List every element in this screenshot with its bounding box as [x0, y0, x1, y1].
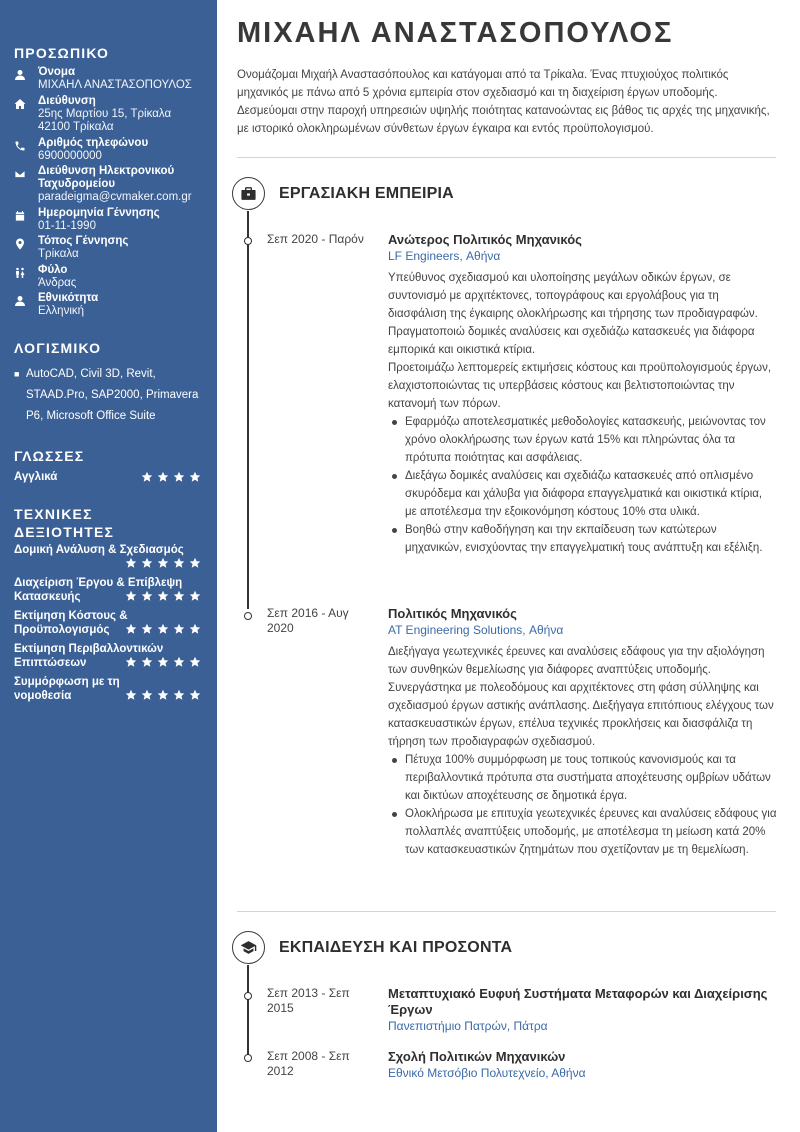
personal-item-label: Όνομα: [38, 66, 76, 78]
star-icon: [173, 471, 185, 483]
star-icon: [141, 590, 153, 602]
skills-title-line: ΔΕΞΙΟΤΗΤΕΣ: [14, 523, 115, 540]
personal-item-email: [14, 165, 203, 205]
star-icon: [157, 557, 169, 569]
home-icon: [14, 95, 38, 135]
entry-date: Σεπ 2016 - Αυγ 2020: [267, 606, 349, 635]
skill-name: Συμμόρφωση με τη νομοθεσία: [14, 675, 120, 702]
section-title: ΕΡΓΑΣΙΑΚΗ ΕΜΠΕΙΡΙΑ: [279, 184, 454, 202]
school-name: Πανεπιστήμιο Πατρών, Πάτρα: [388, 1019, 548, 1033]
job-title: Ανώτερος Πολιτικός Μηχανικός: [388, 232, 582, 247]
sidebar: [0, 0, 217, 1132]
skill-item: [14, 642, 203, 675]
graduation-cap-icon: [232, 931, 265, 964]
personal-item-label: Φύλο: [38, 263, 68, 276]
timeline-line: [247, 211, 249, 609]
person-icon: [14, 66, 38, 93]
entry-date: Σεπ 2008 - Σεπ 2012: [267, 1049, 350, 1078]
description-paragraph: Διεξήγαγα γεωτεχνικές έρευνες και αναλύσεις εδάφους για την αξιολόγηση των συνθηκών θεμελίωσης για διάφορες αναπτύξεις υποδομής.: [388, 646, 765, 676]
personal-info-list: [14, 66, 203, 319]
star-icon: [125, 689, 137, 701]
personal-item-label: Ημερομηνία Γέννησης: [38, 206, 160, 219]
skills-list: [14, 543, 203, 708]
skill-item: [14, 543, 203, 576]
star-icon: [141, 623, 153, 635]
timeline-dot: [244, 992, 252, 1000]
personal-item-value: Άνδρας: [38, 276, 77, 289]
language-rating: [141, 471, 201, 483]
skill-rating: [125, 689, 201, 701]
achievement-list: [388, 751, 777, 859]
star-icon: [141, 689, 153, 701]
personal-item-value: 6900000000: [38, 149, 102, 162]
entry-date: Σεπ 2013 - Σεπ 2015: [267, 986, 350, 1015]
software-text: AutoCAD, Civil 3D, Revit,: [26, 367, 156, 380]
divider: [237, 911, 776, 912]
education-section-header: [232, 931, 512, 964]
software-text: P6, Microsoft Office Suite: [26, 409, 156, 422]
personal-item-value: 01-11-1990: [38, 219, 96, 232]
star-icon: [189, 623, 201, 635]
phone-icon: [14, 137, 38, 164]
timeline-line: [247, 965, 249, 1061]
profile-summary: Ονομάζομαι Μιχαήλ Αναστασόπουλος και κατάγομαι από τα Τρίκαλα. Ένας πτυχιούχος πολιτικός μηχανικός με πάνω από 5 χρόνια εμπειρία στον σχεδιασμό και τη διαχείριση έργων υποδομής. Δεσμεύομαι στην παροχή υπηρεσιών υψηλής ποιότητας κατανοώντας εις βάθος τις αρχές της μηχανικής, με ιστορικό ολοκληρωμένων σύνθετων έργων έγκαιρα και εντός προϋπολογισμού.: [237, 69, 770, 135]
star-icon: [157, 623, 169, 635]
list-item: [14, 385, 203, 406]
company-name: AT Engineering Solutions, Αθήνα: [388, 623, 564, 637]
star-icon: [125, 557, 137, 569]
degree-title: Σχολή Πολιτικών Μηχανικών: [388, 1049, 566, 1064]
star-icon: [141, 471, 153, 483]
star-icon: [189, 689, 201, 701]
personal-item-gender: [14, 264, 203, 291]
personal-item-name: [14, 66, 203, 93]
skill-rating: [125, 656, 201, 668]
achievement-list: [388, 413, 777, 557]
briefcase-icon: [232, 177, 265, 210]
star-icon: [157, 656, 169, 668]
skill-rating: [125, 590, 201, 602]
star-icon: [173, 656, 185, 668]
skill-name: Εκτίμηση Κόστους & Προϋπολογισμός: [14, 609, 128, 636]
skill-item: [14, 576, 203, 609]
personal-item-nationality: [14, 292, 203, 319]
personal-item-label: Αριθμός τηλεφώνου: [38, 136, 149, 149]
list-item: Πέτυχα 100% συμμόρφωση με τους τοπικούς κανονισμούς και τα περιβαλλοντικά πρότυπα στα συστήματα αποχέτευσης ομβρίων υδάτων και δικτύων αποχέτευσης σε δημοτικά έργα.: [388, 751, 777, 805]
star-icon: [157, 689, 169, 701]
list-item: [14, 364, 203, 385]
star-icon: [125, 656, 137, 668]
skills-section-title: [14, 505, 203, 541]
software-list: [14, 364, 203, 427]
star-icon: [189, 471, 201, 483]
skill-item: [14, 609, 203, 642]
degree-title: Μεταπτυχιακό Ευφυή Συστήματα Μεταφορών και Διαχείρισης Έργων: [388, 986, 768, 1017]
personal-item-label: Τόπος Γέννησης: [38, 235, 129, 247]
divider: [237, 157, 776, 158]
calendar-icon: [14, 207, 38, 234]
entry-date: Σεπ 2020 - Παρόν: [267, 232, 364, 246]
personal-item-value: ΜΙΧΑΗΛ ΑΝΑΣΤΑΣΟΠΟΥΛΟΣ: [38, 79, 192, 91]
personal-item-value: paradeigma@cvmaker.com.gr: [38, 191, 192, 203]
description-paragraph: Προετοιμάζω λεπτομερείς εκτιμήσεις κόστους και προϋπολογισμούς έργων, ελαχιστοποιώντας τις υπερβάσεις κόστους και βελτιστοποιώντας την κατανομή των πόρων.: [388, 362, 772, 410]
personal-item-value: 42100 Τρίκαλα: [38, 121, 114, 133]
job-description: [388, 269, 777, 557]
personal-item-phone: [14, 137, 203, 164]
list-item: [14, 406, 203, 427]
star-icon: [173, 689, 185, 701]
personal-item-label: Διεύθυνση: [38, 94, 96, 107]
timeline-dot: [244, 237, 252, 245]
skill-name: Δομική Ανάλυση & Σχεδιασμός: [14, 543, 184, 556]
language-row: [14, 471, 203, 483]
skill-name: Διαχείριση Έργου & Επίβλεψη Κατασκευής: [14, 576, 183, 603]
person-icon: [14, 292, 38, 319]
job-description: [388, 643, 777, 859]
star-icon: [189, 590, 201, 602]
software-text: STAAD.Pro, SAP2000, Primavera: [26, 388, 199, 401]
star-icon: [157, 590, 169, 602]
personal-item-value: Ελληνική: [38, 305, 85, 317]
square-bullet-icon: ■: [14, 368, 20, 379]
personal-item-label: Διεύθυνση Ηλεκτρονικού Ταχυδρομείου: [38, 165, 175, 190]
personal-item-value: 25ης Μαρτίου 15, Τρίκαλα: [38, 107, 172, 120]
experience-section-header: [232, 177, 454, 210]
list-item: Διεξάγω δομικές αναλύσεις και σχεδιάζω κατασκευές από οπλισμένο σκυρόδεμα και χάλυβα για διάφορα επαγγελματικά και οικιστικά κτίρια, με αποτέλεσμα την εξοικονόμηση κόστους 10% στα υλικά.: [388, 467, 777, 521]
description-paragraph: Συνεργάστηκα με πολεοδόμους και αρχιτέκτονες στη φάση σύλληψης και σχεδιασμού έργων αστικής ανάπλασης. Διεξήγαγα επιτόπιους ελέγχους των κατασκευαστικών έργων, επέλυα τεχνικές προκλήσεις και διασφάλιζα τη τήρηση των προδιαγραφών σχεδιασμού.: [388, 682, 774, 748]
skill-name: Εκτίμηση Περιβαλλοντικών Επιπτώσεων: [14, 642, 164, 669]
star-icon: [189, 656, 201, 668]
personal-item-value: Τρίκαλα: [38, 248, 79, 260]
list-item: Εφαρμόζω αποτελεσματικές μεθοδολογίες κατασκευής, μειώνοντας τον χρόνο ολοκλήρωσης των έργων κατά 15% και πληρώντας όλα τα πρότυπα ποιότητας και ασφάλειας.: [388, 413, 777, 467]
location-pin-icon: [14, 235, 38, 262]
company-name: LF Engineers, Αθήνα: [388, 249, 501, 263]
star-icon: [173, 590, 185, 602]
personal-section-title: ΠΡΟΣΩΠΙΚΟ: [14, 45, 110, 61]
list-item: Βοηθώ στην καθοδήγηση και την εκπαίδευση των κατώτερων μηχανικών, ενισχύοντας την επαγγελματική τους ανάπτυξη και εξέλιξη.: [388, 521, 777, 557]
star-icon: [125, 590, 137, 602]
gender-icon: [14, 264, 38, 291]
star-icon: [189, 557, 201, 569]
section-title: ΕΚΠΑΙΔΕΥΣΗ ΚΑΙ ΠΡΟΣΟΝΤΑ: [279, 938, 513, 956]
description-paragraph: Υπεύθυνος σχεδιασμού και υλοποίησης μεγάλων οδικών έργων, σε συντονισμό με αρχιτέκτονες, τοπογράφους και εργολάβους για τη διασφάλιση της έγκαιρης ολοκλήρωσης και τήρησης των προδιαγραφών.: [388, 272, 758, 320]
skill-rating: [125, 557, 201, 569]
personal-item-birthdate: [14, 207, 203, 234]
star-icon: [125, 623, 137, 635]
list-item: Ολοκλήρωσα με επιτυχία γεωτεχνικές έρευνες και αναλύσεις εδάφους για πολλαπλές αναπτύξεις υποδομής, με αποτέλεσμα τη μείωση κατά 20% των κατασκευαστικών ζητημάτων που σχετίζονταν με τη θεμελίωση.: [388, 805, 777, 859]
skill-rating: [125, 623, 201, 635]
school-name: Εθνικό Μετσόβιο Πολυτεχνείο, Αθήνα: [388, 1066, 586, 1080]
skills-title-line: ΤΕΧΝΙΚΕΣ: [14, 505, 93, 522]
personal-item-birthplace: [14, 235, 203, 262]
personal-item-label: Εθνικότητα: [38, 292, 99, 304]
skill-item: [14, 675, 203, 708]
timeline-dot: [244, 1054, 252, 1062]
envelope-icon: [14, 165, 38, 205]
star-icon: [141, 656, 153, 668]
page-title: ΜΙΧΑΗΛ ΑΝΑΣΤΑΣΟΠΟΥΛΟΣ: [237, 17, 674, 49]
timeline-dot: [244, 612, 252, 620]
description-paragraph: Πραγματοποιώ δομικές αναλύσεις και σχεδιάζω κατασκευές για διάφορα εμπορικά και οικιστικά κτίρια.: [388, 326, 755, 356]
star-icon: [141, 557, 153, 569]
software-section-title: ΛΟΓΙΣΜΙΚΟ: [14, 339, 102, 356]
languages-section-title: ΓΛΩΣΣΕΣ: [14, 447, 85, 464]
job-title: Πολιτικός Μηχανικός: [388, 606, 517, 621]
language-name: Αγγλικά: [14, 470, 58, 483]
star-icon: [157, 471, 169, 483]
star-icon: [173, 557, 185, 569]
star-icon: [173, 623, 185, 635]
personal-item-address: [14, 95, 203, 135]
